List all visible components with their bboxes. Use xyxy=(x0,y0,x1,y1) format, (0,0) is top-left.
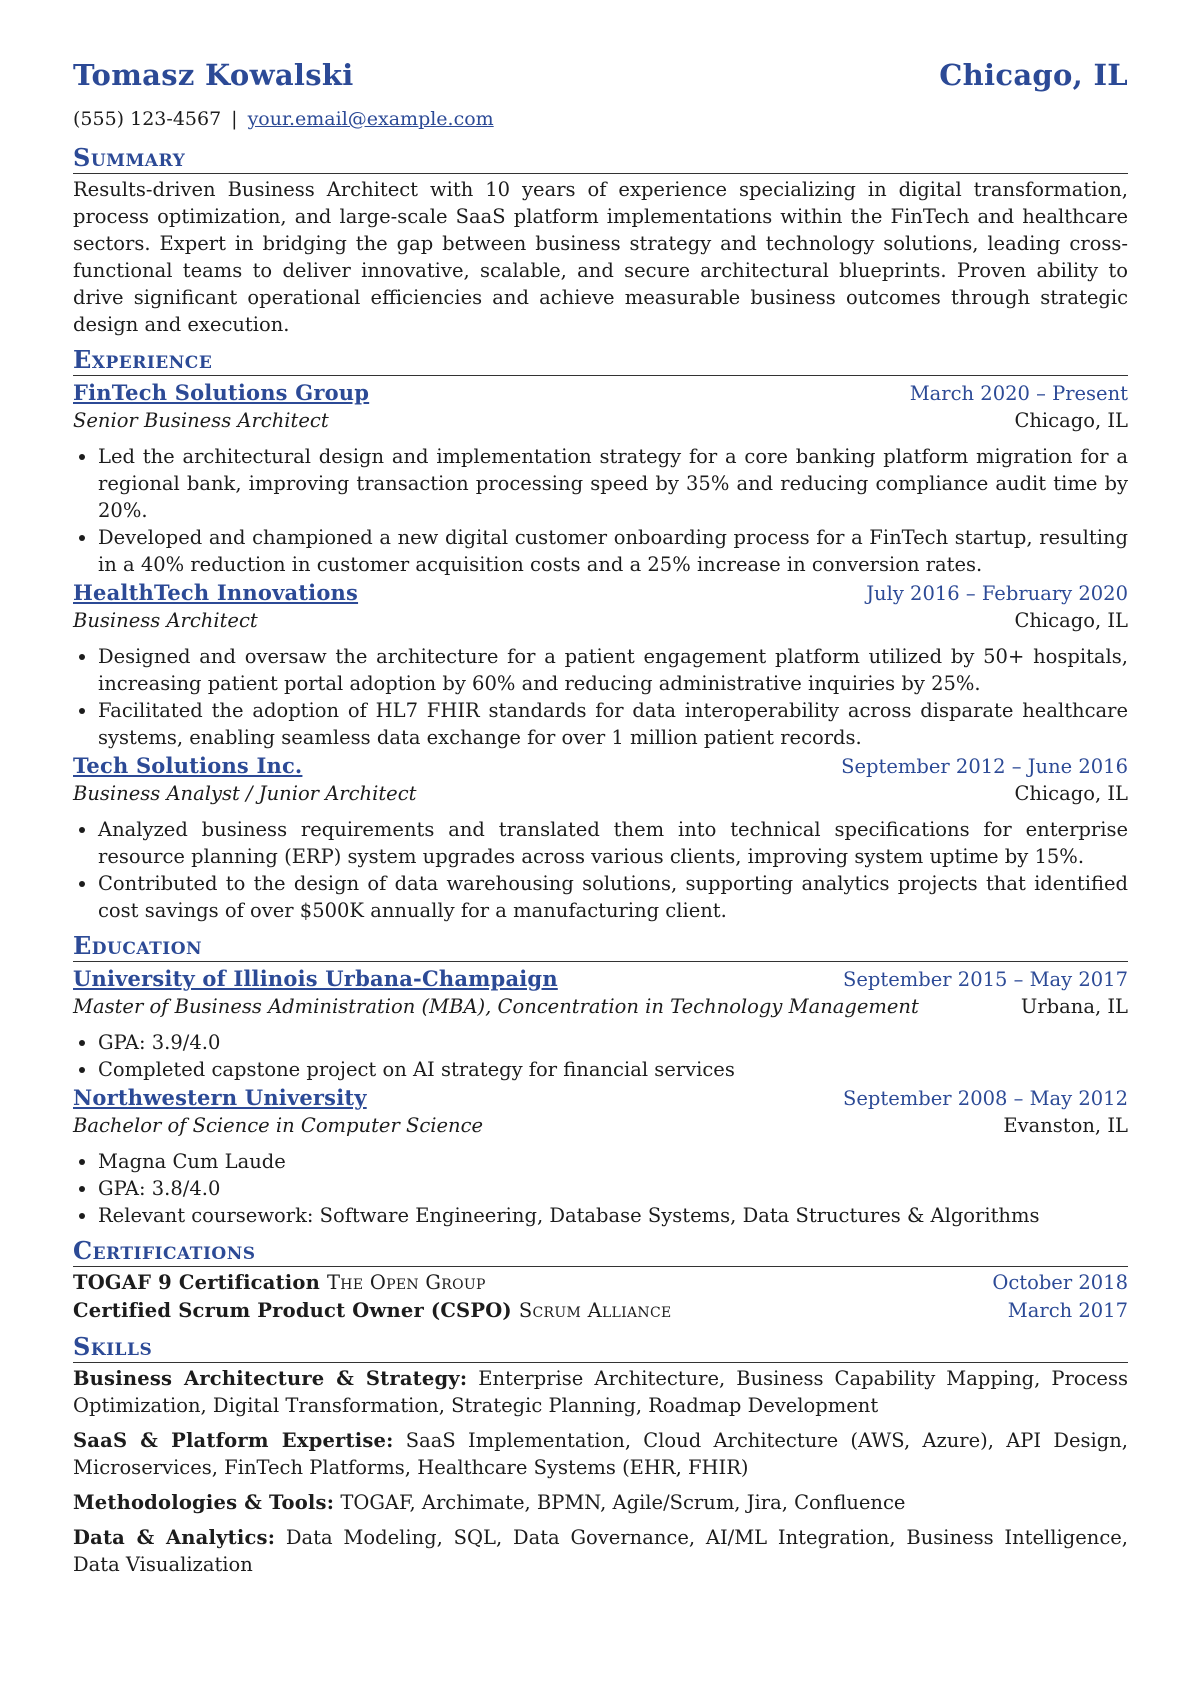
achievement-item: • Contributed to the design of data warehousing solutions, supporting analytics projects that identified cost savings of over $500K annually for a manufacturing client. xyxy=(98,870,1128,924)
education-detail-list xyxy=(73,1029,1128,1083)
skill-items: SaaS Implementation, Cloud Architecture (AWS, Azure), API Design, Microservices, FinTech Platforms, Healthcare Systems (EHR, FHIR) xyxy=(73,1429,1128,1479)
school-location: Urbana, IL xyxy=(1020,995,1128,1018)
achievement-list xyxy=(73,443,1128,578)
education-entry xyxy=(73,964,1128,1083)
resume-header xyxy=(73,58,1128,106)
skill-group xyxy=(73,1524,1128,1578)
skill-group xyxy=(73,1489,1128,1516)
education-detail-item: • Relevant coursework: Software Engineering, Database Systems, Data Structures & Algorithms xyxy=(98,1202,1128,1229)
skill-group xyxy=(73,1427,1128,1481)
certification-name: Certified Scrum Product Owner (CSPO) xyxy=(73,1299,512,1322)
certification-row xyxy=(73,1297,1128,1325)
contact-line xyxy=(73,106,1128,136)
skill-items: Enterprise Architecture, Business Capability Mapping, Process Optimization, Digital Transformation, Strategic Planning, Roadmap Development xyxy=(73,1367,1128,1417)
achievement-item: • Led the architectural design and implementation strategy for a core banking platform migration for a regional bank, improving transaction processing speed by 35% and reducing compliance audit time by 20%. xyxy=(98,443,1128,524)
experience-entry xyxy=(73,578,1128,751)
skill-group xyxy=(73,1365,1128,1419)
achievement-item: • Analyzed business requirements and translated them into technical specifications for enterprise resource planning (ERP) system upgrades across various clients, improving system uptime by 15%. xyxy=(98,816,1128,870)
phone-number: (555) 123-4567 xyxy=(73,108,222,130)
certification-name: TOGAF 9 Certification xyxy=(73,1271,320,1294)
certification-date: March 2017 xyxy=(1007,1299,1128,1322)
achievement-item: • Developed and championed a new digital customer onboarding process for a FinTech startup, resulting in a 40% reduction in customer acquisition costs and a 25% increase in conversion rates. xyxy=(98,524,1128,578)
school-link[interactable]: University of Illinois Urbana-Champaign xyxy=(73,966,558,991)
achievement-item: • Facilitated the adoption of HL7 FHIR standards for data interoperability across disparate healthcare systems, enabling seamless data exchange for over 1 million patient records. xyxy=(98,697,1128,751)
skill-items: Data Modeling, SQL, Data Governance, AI/ML Integration, Business Intelligence, Data Visualization xyxy=(73,1526,1128,1576)
education-detail-item: • Magna Cum Laude xyxy=(98,1148,1128,1175)
certification-row xyxy=(73,1269,1128,1297)
study-dates: September 2008 – May 2012 xyxy=(843,1087,1128,1110)
experience-entry xyxy=(73,378,1128,578)
experience-entry xyxy=(73,751,1128,924)
study-dates: September 2015 – May 2017 xyxy=(843,968,1128,991)
candidate-location: Chicago, IL xyxy=(939,58,1128,92)
summary-text: Results-driven Business Architect with 10 years of experience specializing in digital transformation, process optimization, and large-scale SaaS platform implementations within the FinTech and healthcare sectors. Expert in bridging the gap between business strategy and technology solutions, leading cross-functional teams to deliver innovative, scalable, and secure architectural blueprints. Proven ability to drive significant operational efficiencies and achieve measurable business outcomes through strategic design and execution. xyxy=(73,178,1128,336)
summary-heading: Summary xyxy=(73,144,1128,174)
email-link[interactable]: your.email@example.com xyxy=(247,108,494,130)
education-detail-item: • Completed capstone project on AI strategy for financial services xyxy=(98,1056,1128,1083)
education-detail-item: • GPA: 3.8/4.0 xyxy=(98,1175,1128,1202)
school-link[interactable]: Northwestern University xyxy=(73,1085,367,1110)
school-location: Evanston, IL xyxy=(1003,1114,1128,1137)
education-detail-list xyxy=(73,1148,1128,1229)
skill-items: TOGAF, Archimate, BPMN, Agile/Scrum, Jira, Confluence xyxy=(340,1491,906,1514)
job-location: Chicago, IL xyxy=(1014,409,1128,432)
contact-separator: | xyxy=(231,108,238,130)
employer-link[interactable]: HealthTech Innovations xyxy=(73,580,359,605)
resume-page xyxy=(73,58,1128,1586)
certification-issuer: The Open Group xyxy=(327,1271,486,1294)
certification-date: October 2018 xyxy=(992,1271,1128,1294)
achievement-item: • Designed and oversaw the architecture for a patient engagement platform utilized by 50+ hospitals, increasing patient portal adoption by 60% and reducing administrative inquiries by 25%. xyxy=(98,643,1128,697)
employment-dates: September 2012 – June 2016 xyxy=(841,755,1128,778)
achievement-list xyxy=(73,643,1128,751)
job-location: Chicago, IL xyxy=(1014,782,1128,805)
job-location: Chicago, IL xyxy=(1014,609,1128,632)
skill-category: Methodologies & Tools: xyxy=(73,1491,335,1514)
skills-heading: Skills xyxy=(73,1333,1128,1363)
job-title: Business Analyst / Junior Architect xyxy=(73,782,417,805)
employment-dates: March 2020 – Present xyxy=(909,382,1128,405)
skill-category: Business Architecture & Strategy: xyxy=(73,1367,468,1390)
education-detail-item: • GPA: 3.9/4.0 xyxy=(98,1029,1128,1056)
education-entry xyxy=(73,1083,1128,1229)
degree-title: Master of Business Administration (MBA), Concentration in Technology Management xyxy=(73,995,919,1018)
candidate-name: Tomasz Kowalski xyxy=(73,58,354,92)
skill-category: SaaS & Platform Expertise: xyxy=(73,1429,394,1452)
certification-issuer: Scrum Alliance xyxy=(518,1299,672,1322)
experience-heading: Experience xyxy=(73,346,1128,376)
achievement-list xyxy=(73,816,1128,924)
degree-title: Bachelor of Science in Computer Science xyxy=(73,1114,484,1137)
skill-category: Data & Analytics: xyxy=(73,1526,276,1549)
certifications-heading: Certifications xyxy=(73,1237,1128,1267)
employer-link[interactable]: Tech Solutions Inc. xyxy=(73,753,303,778)
education-heading: Education xyxy=(73,932,1128,962)
job-title: Senior Business Architect xyxy=(73,409,329,432)
employer-link[interactable]: FinTech Solutions Group xyxy=(73,380,370,405)
job-title: Business Architect xyxy=(73,609,258,632)
employment-dates: July 2016 – February 2020 xyxy=(866,582,1128,605)
